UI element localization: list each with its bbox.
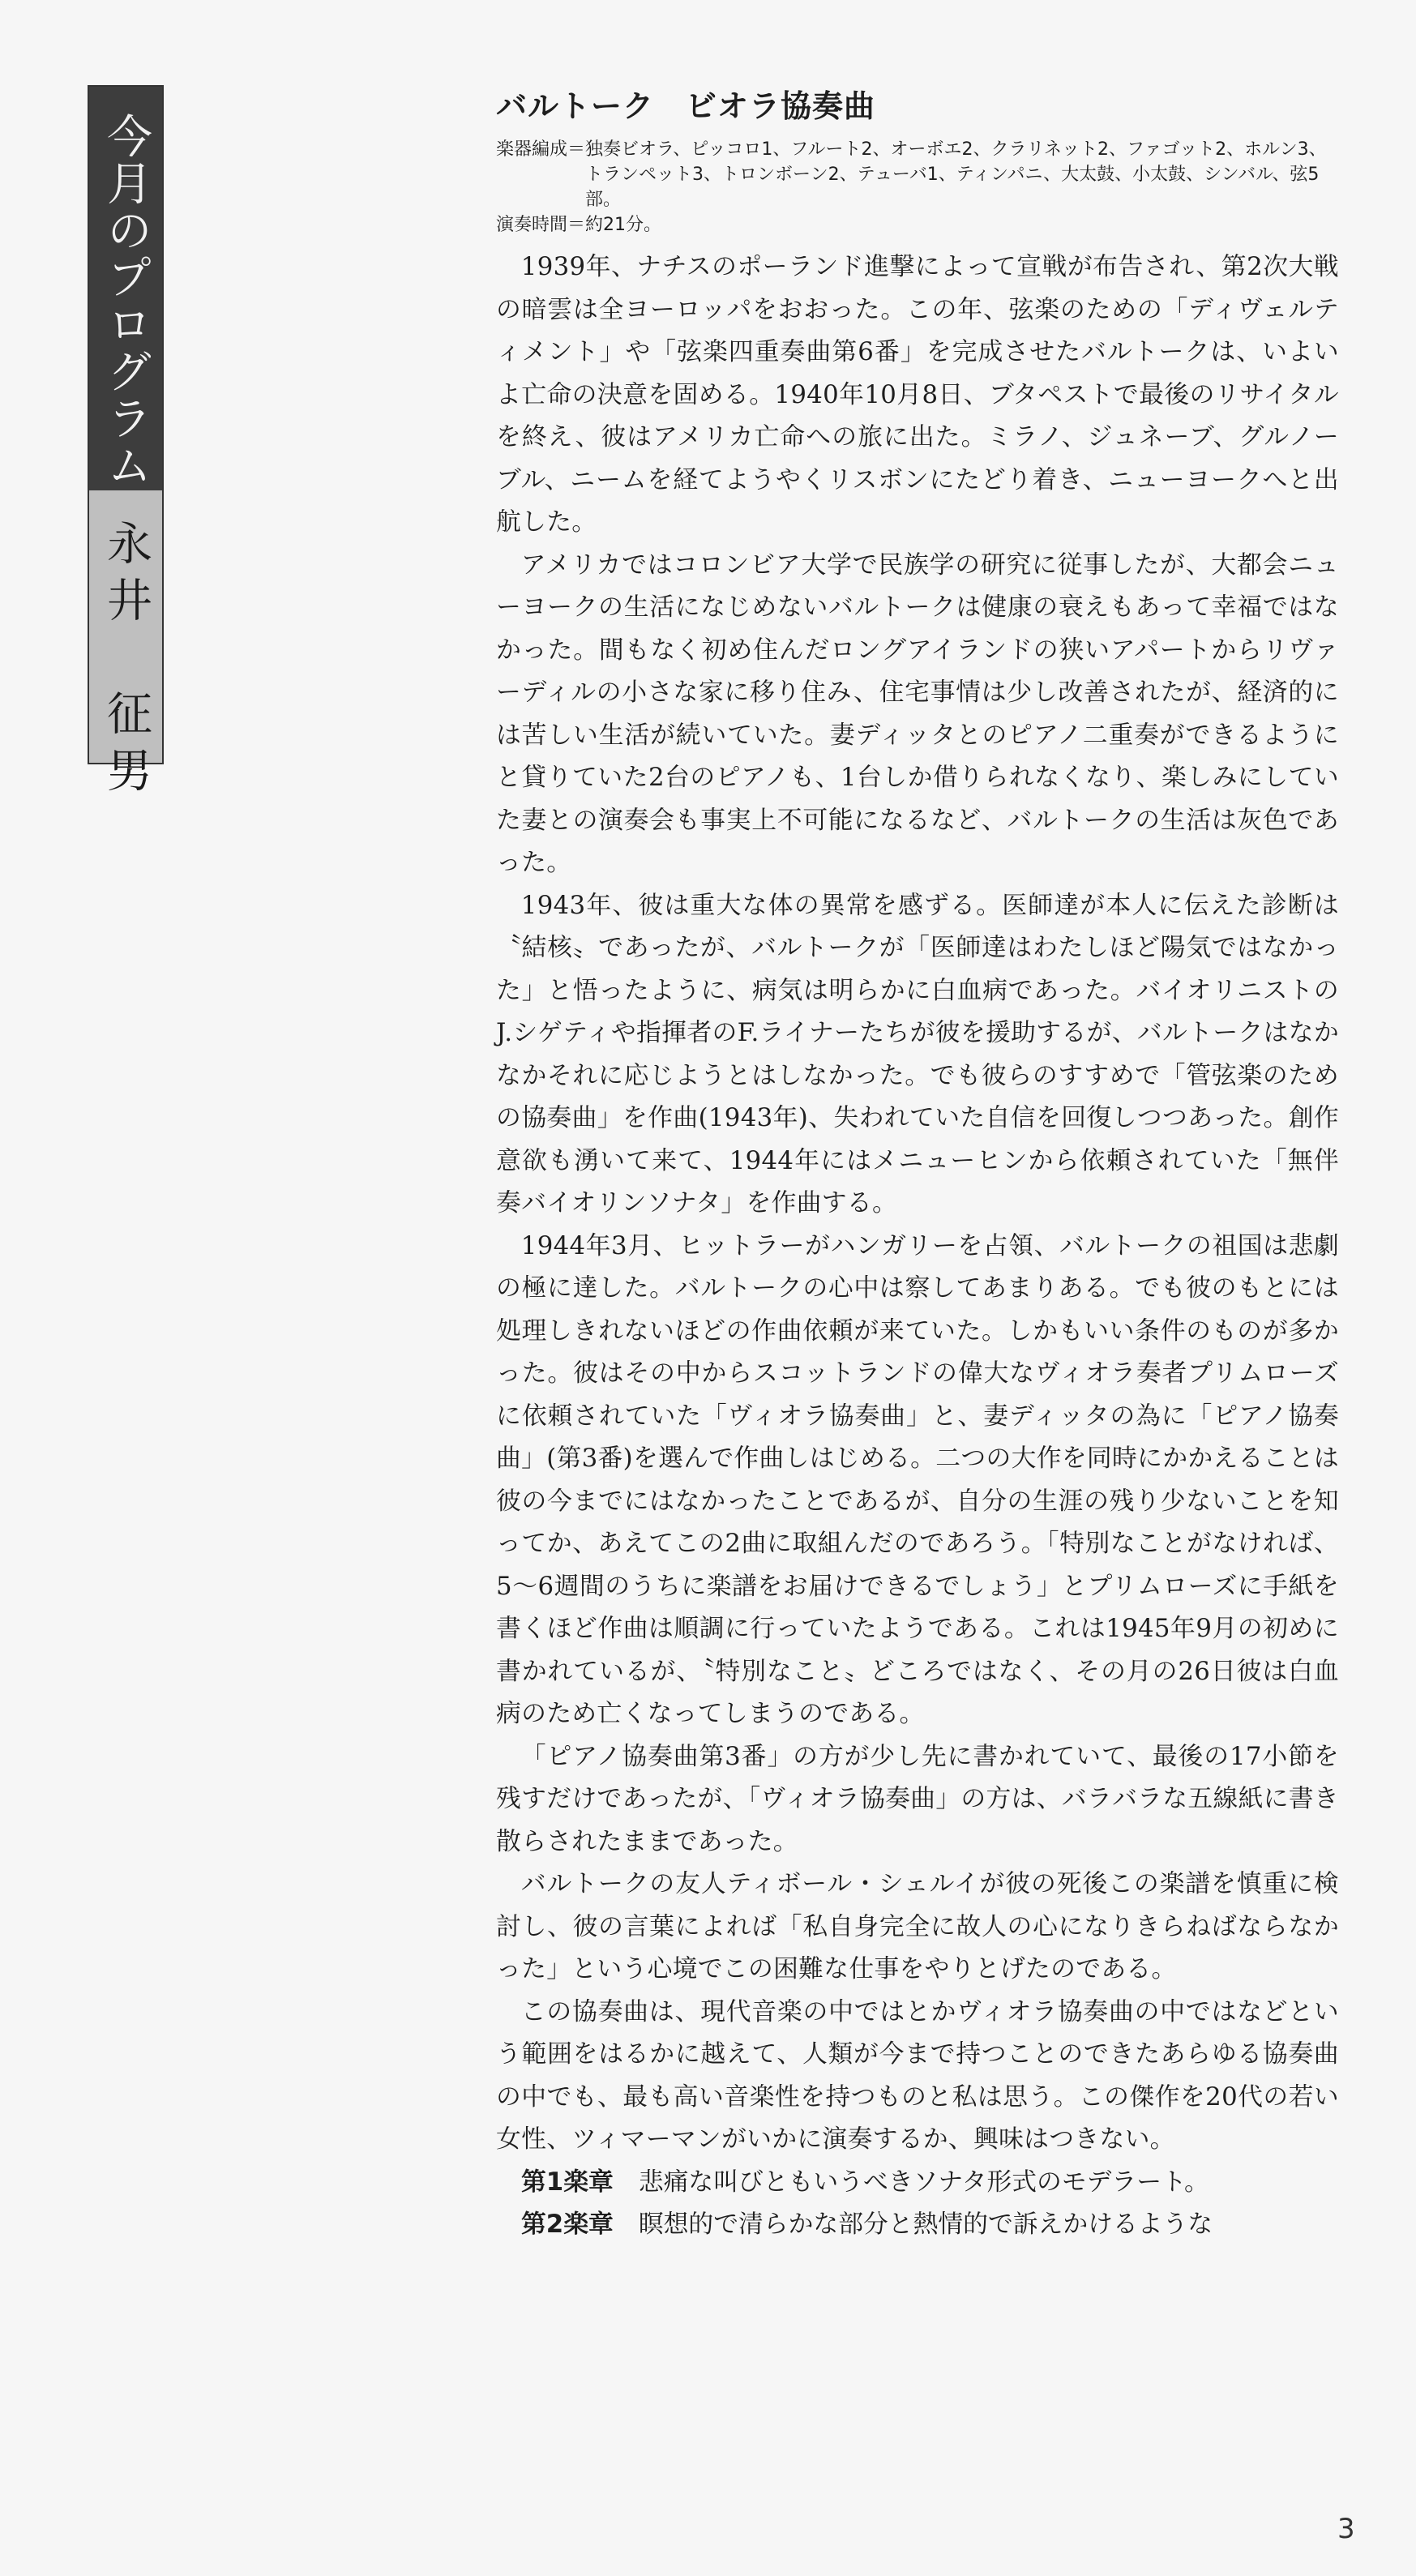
movement-text: 瞑想的で清らかな部分と熱情的で訴えかけるような: [638, 2210, 1213, 2239]
instrumentation-label: 楽器編成＝: [496, 139, 586, 160]
instrumentation-row: [496, 137, 1339, 212]
banner-heading-block: [89, 87, 162, 490]
paragraph: バルトークの友人ティボール・シェルイが彼の死後この楽譜を慎重に検討し、彼の言葉によれば「私自身完全に故人の心になりきらねばならなかった」という心境でこの困難な仕事をやりとげたのである。: [496, 1869, 1339, 1983]
article: [496, 81, 1339, 2246]
paragraph: 「ピアノ協奏曲第3番」の方が少し先に書かれていて、最後の17小節を残すだけであったが、「ヴィオラ協奏曲」の方は、バラバラな五線紙に書き散らされたままであった。: [496, 1741, 1339, 1856]
instrumentation-value: 独奏ビオラ、ピッコロ1、フルート2、オーボエ2、クラリネット2、ファゴット2、ホルン3、トランペット3、トロンボーン2、テューバ1、ティンパニ、大太鼓、小太鼓、シンバル、弦5部。: [585, 139, 1327, 210]
banner-author: 永井 征男: [100, 520, 152, 803]
paragraph: 1939年、ナチスのポーランド進撃によって宣戦が布告され、第2次大戦の暗雲は全ヨーロッパをおおった。この年、弦楽のための「ディヴェルティメント」や「弦楽四重奏曲第6番」を完成させたバルトークは、いよいよ亡命の決意を固める。1940年10月8日、ブタペストで最後のリサイタルを終え、彼はアメリカ亡命への旅に出た。ミラノ、ジュネーブ、グルノーブル、ニームを経てようやくリスボンにたどり着き、ニューヨークへと出航した。: [496, 252, 1339, 537]
paragraph: この協奏曲は、現代音楽の中ではとかヴィオラ協奏曲の中ではなどという範囲をはるかに越えて、人類が今まで持つことのできたあらゆる協奏曲の中でも、最も高い音楽性を持つものと私は思う。この傑作を20代の若い女性、ツィマーマンがいかに演奏するか、興味はつきない。: [496, 1996, 1339, 2154]
movement-item: [496, 2161, 1339, 2204]
paragraph: 1943年、彼は重大な体の異常を感ずる。医師達が本人に伝えた診断は〝結核〟であったが、バルトークが「医師達はわたしほど陽気ではなかった」と悟ったように、病気は明らかに白血病であった。バイオリニストのJ.シゲティや指揮者のF.ライナーたちが彼を援助するが、バルトークはなかなかそれに応じようとはしなかった。でも彼らのすすめで「管弦楽のための協奏曲」を作曲(1943年)、失われていた自信を回復しつつあった。創作意欲も湧いて来て、1944年にはメニューヒンから依頼されていた「無伴奏バイオリンソナタ」を作曲する。: [496, 890, 1339, 1217]
banner-author-block: [89, 490, 162, 803]
movement-title: 第1楽章: [521, 2167, 614, 2197]
side-banner: [88, 85, 164, 803]
duration-label: 演奏時間＝: [496, 215, 586, 235]
banner-heading: 今月のプログラム: [100, 113, 152, 489]
paragraph: 1944年3月、ヒットラーがハンガリーを占領、バルトークの祖国は悲劇の極に達した。バルトークの心中は察してあまりある。でも彼のもとには処理しきれないほどの作曲依頼が来ていた。しかもいい条件のものが多かった。彼はその中からスコットランドの偉大なヴィオラ奏者プリムローズに依頼されていた「ヴィオラ協奏曲」と、妻ディッタの為に「ピアノ協奏曲」(第3番)を選んで作曲しはじめる。二つの大作を同時にかかえることは彼の今までにはなかったことであるが、自分の生涯の残り少ないことを知ってか、あえてこの2曲に取組んだのであろう。「特別なことがなければ、5〜6週間のうちに楽譜をお届けできるでしょう」とプリムローズに手紙を書くほど作曲は順調に行っていたようである。これは1945年9月の初めに書かれているが、〝特別なこと〟どころではなく、その月の26日彼は白血病のため亡くなってしまうのである。: [496, 1230, 1339, 1728]
paragraph: アメリカではコロンビア大学で民族学の研究に従事したが、大都会ニューヨークの生活になじめないバルトークは健康の衰えもあって幸福ではなかった。間もなく初め住んだロングアイランドの狭いアパートからリヴァーディルの小さな家に移り住み、住宅事情は少し改善されたが、経済的には苦しい生活が続いていた。妻ディッタとのピアノ二重奏ができるようにと貸りていた2台のピアノも、1台しか借りられなくなり、楽しみにしていた妻との演奏会も事実上不可能になるなど、バルトークの生活は灰色であった。: [496, 550, 1339, 877]
duration-value: 約21分。: [585, 215, 662, 235]
movement-item: [496, 2203, 1339, 2246]
duration-row: [496, 212, 1339, 237]
page-number: 3: [1337, 2513, 1355, 2545]
article-meta: [496, 137, 1339, 237]
article-body: [496, 246, 1339, 2246]
movement-text: 悲痛な叫びともいうべきソナタ形式のモデラート。: [638, 2167, 1209, 2197]
movement-title: 第2楽章: [521, 2210, 614, 2239]
article-title: バルトーク ビオラ協奏曲: [496, 88, 876, 124]
